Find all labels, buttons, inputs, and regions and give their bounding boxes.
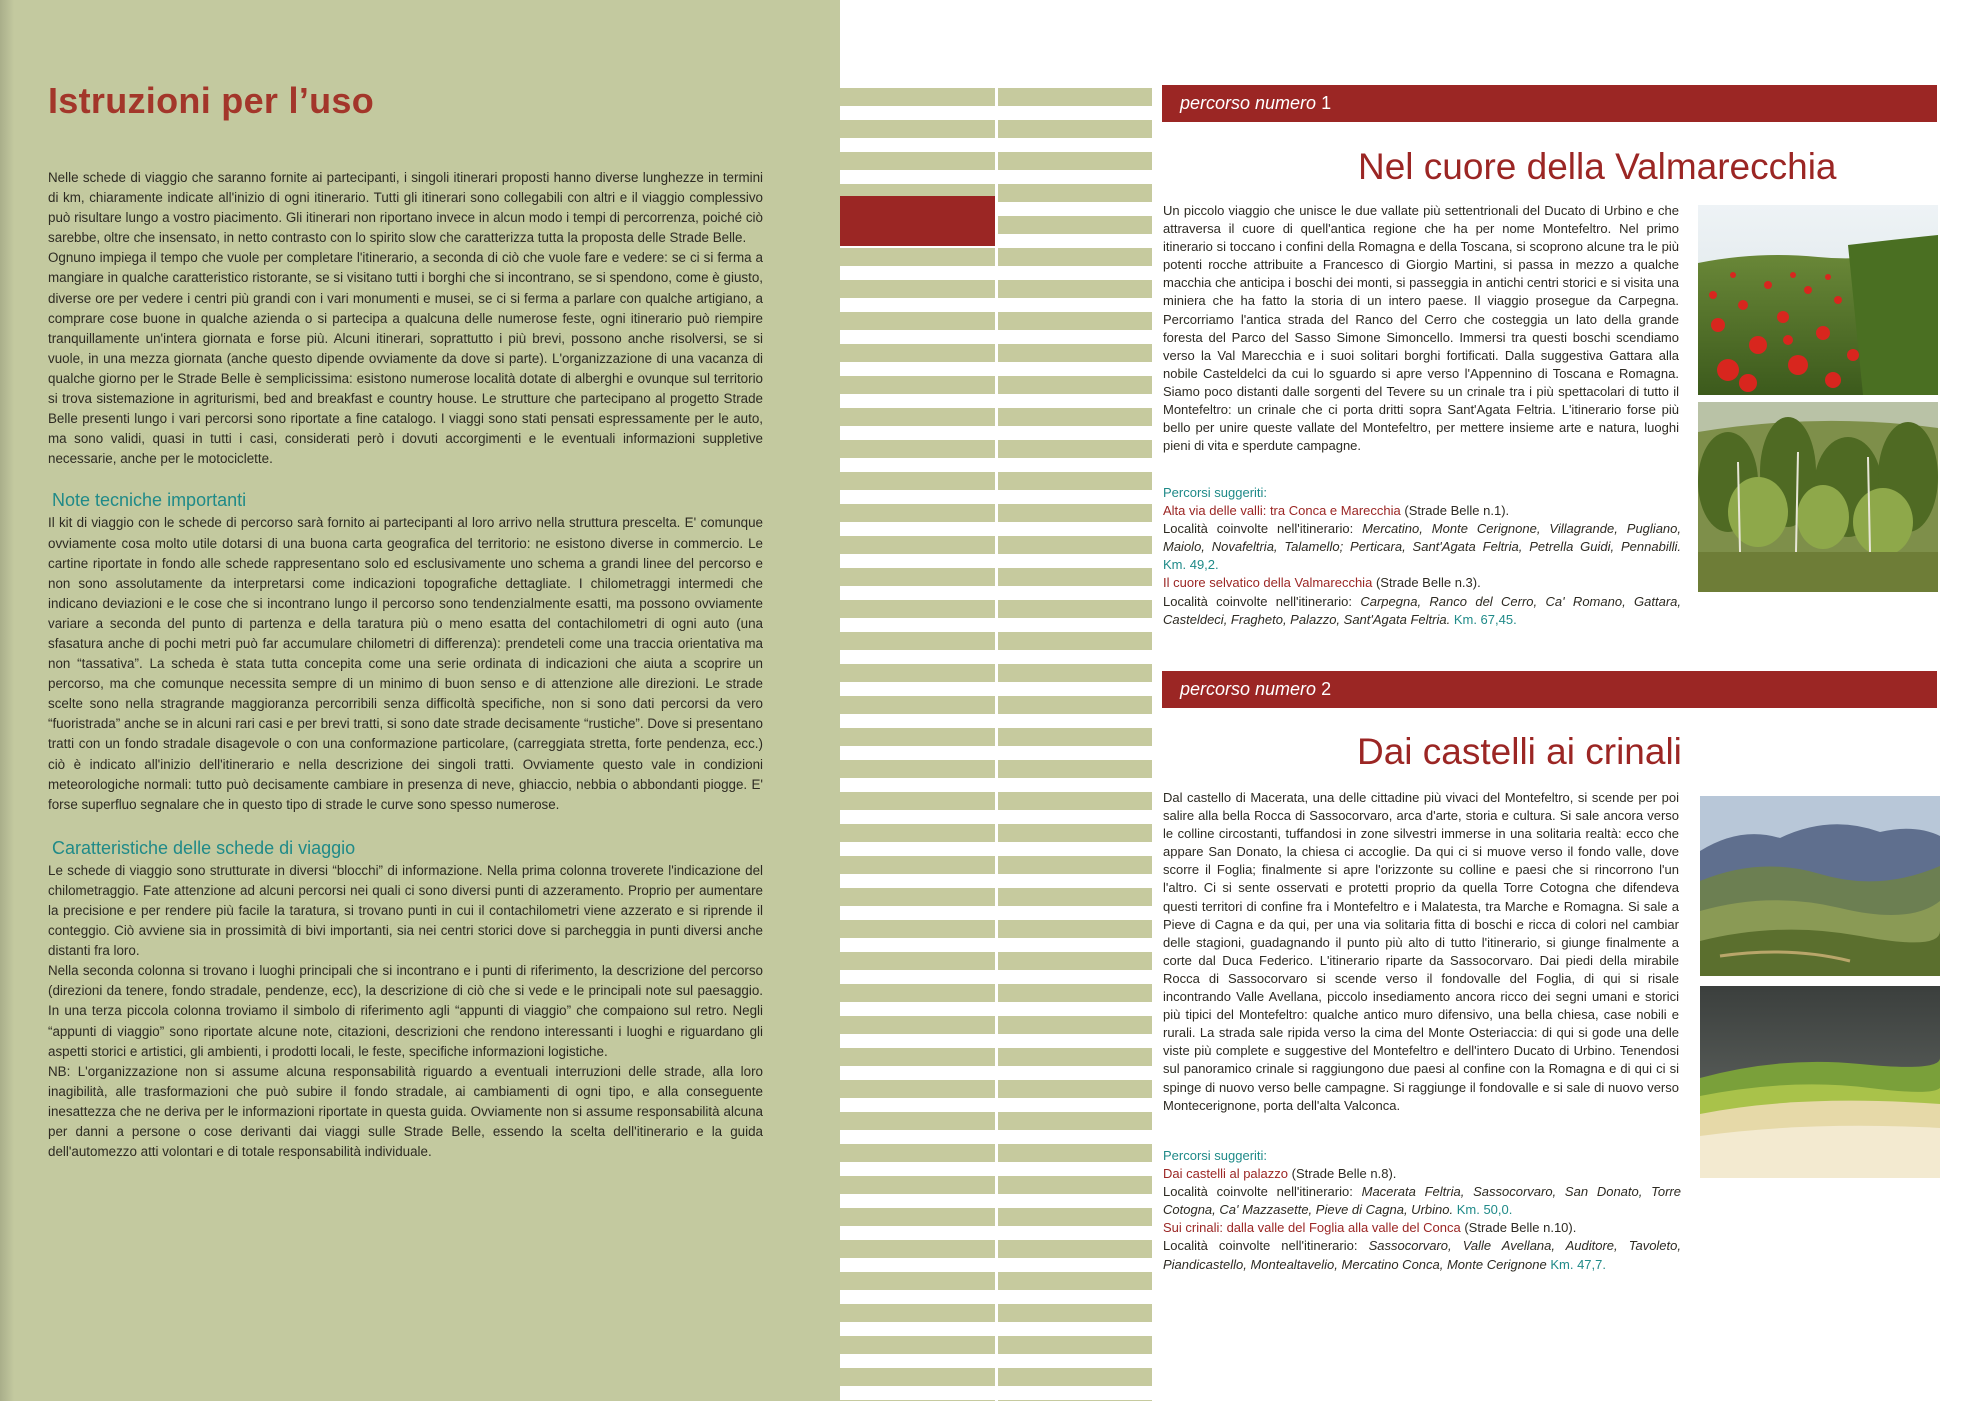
left-page bbox=[0, 0, 840, 1401]
intro-paragraph-2: Ognuno impiega il tempo che vuole per completare l'itinerario, a seconda di ciò che vuole fare e vedere: se ci si ferma a mangiare in qualche caratteristico ristorante, se si visitano tutti i borghi che si incontrano, se si spendono, come è giusto, diverse ore per vedere i centri più grandi con i vari monumenti e musei, se ci si ferma a parlare con qualche artigiano, a comprare cose buone in qualche azienda o si partecipa a qualcuna delle numerose feste, ogni itinerario può riempire tranquillamente un'intera giornata e forse più. Alcuni itinerari, soprattutto i più brevi, possono anche risolversi, se si vuole, in una mezza giornata (anche questo dipende ovviamente da dove si parte). L'organizzazione di una vacanza di qualche giorno per le Strade Belle è semplicissima: esistono numerose località dotate di alberghi e ovunque sul territorio si trova sistemazione in agriturismi, bed and breakfast e country house. Le strutture che partecipano al progetto Strade Belle presenti lungo i vari percorsi sono riportate a fine catalogo. I viaggi sono stati pensati espressamente per le auto, ma sono validi, quasi in tutti i casi, considerati però i dovuti accorgimenti e le eventuali informazioni suppletive necessarie, anche per le motociclette. bbox=[48, 250, 763, 467]
poppy-field-photo bbox=[1698, 205, 1938, 395]
tech-paragraph: Il kit di viaggio con le schede di percorso sarà fornito ai partecipanti al loro arrivo nella struttura prescelta. E' comunque ovviamente cosa molto utile dotarsi di una buona carta geografica del territorio: ne esistono diverse in commercio. Le cartine riportate in fondo alle schede rappresentano solo ed esclusivamente uno schema a grandi linee del percorso e non sono assolutamente da interpretarsi come indicazioni topografiche dettagliate. I chilometraggi intermedi che indicano deviazioni e le cose che si incontrano lungo il percorso sono tendenzialmente esatti, ma possono ovviamente variare a seconda del punto di partenza e della taratura più o meno esatta del contachilometri di ogni auto (una sfasatura anche di pochi metri può far accumulare chilometri di differenza): prendeteli come una traccia orientativa ma non “tassativa”. La scheda è stata tutta concepita come una serie ordinata di indicazioni che aiuta a scoprire un percorso, ma che comunque necessita sempre di un minimo di buon senso e di attenzione alle direzioni. Le strade scelte sono nella stragrande maggioranza percorribili senza difficoltà specifiche, non si sono dati percorsi da vero “fuoristrada” anche se in alcuni rari casi e per brevi tratti, si sono date strade decisamente “rustiche”. Dove si presentano tratti con un fondo stradale disagevole o con una conformazione particolare, (carreggiata stretta, forte pendenza, ecc.) ciò è indicato all'inizio dell'itinerario e nella descrizione dei singoli tratti. Ovviamente questo vale in condizioni meteorologiche normali: tutto può decisamente cambiare in presenza di neve, ghiaccio, nebbia o abbondanti piogge. E' forse superfluo segnalare che in questo tipo di strade le curve sono spesso numerose. bbox=[48, 515, 763, 812]
route2-paragraph: Dal castello di Macerata, una delle cittadine più vivaci del Montefeltro, si scende per poi salire alla bella Rocca di Sassocorvaro, arca d'arte, storia e cultura. Si sale ancora verso le colline circostanti, tuffandosi in zone silvestri immerse in una solitaria realtà: ecco che appare San Donato, la chiesa ci accoglie. Da qui ci si muove verso il fondo valle, dove scorre il Foglia; finalmente si apre l'orizzonte su colline e paesi che si rincorrono l'un l'altro. Ci si sente osservati e protetti proprio da quella Torre Cotogna che difendeva questi territori di confine fra i Montefeltro e i Malatesta, tra Marche e Romagna. Si sale a Pieve di Cagna e da qui, per una via solitaria fitta di boschi e ricca di colori nel cambiar delle stagioni, guadagnando il punto più alto di tutto l'itinerario, si giunge finalmente a corte dal Duca Federico. L'itinerario riparte da Sassocorvaro. Dai piedi della mirabile Rocca di Sassocorvaro si scende verso il fondovalle del Foglia, di qui si risale incontrando Valle Avellana, piccolo insediamento ancora ricco dei segni umani e storici più tipici del Montefeltro: qualche antico muro difensivo, una bella chiesa, case nobili e rurali. La strada sale ripida verso la cima del Monte Osteriaccia: di qui si gode una delle viste più complete e suggestive del Montefeltro e dell'intero Ducato di Urbino. Tenendosi sul panoramico crinale si raggiungono due paesi al confine con la Romagna e di qui ci si spinge di nuovo verso belle campagne. Si raggiunge il fondovalle e si sale di nuovo verso Montecerignone, porta dell'alta Valconca. bbox=[1163, 790, 1679, 1113]
route1-paragraph: Un piccolo viaggio che unisce le due vallate più settentrionali del Ducato di Urbino e che attraversa il cuore di quell'antica regione che ha per nome Montefeltro. Nel primo itinerario si toccano i confini della Romagna e della Toscana, si scoprono alcune tra le più potenti rocche attribuite a Francesco di Giorgio Martini, si passa in mezzo a qualche macchia che anticipa i boschi dei monti, si passeggia in antichi centri storici e si visita una miniera che ha fatto la storia di un intero paese. Il viaggio prosegue da Carpegna. Percorriamo l'antica strada del Ranco del Cerro che costeggia un lato della grande foresta del Parco del Sasso Simone Simoncello. Immersi tra questi boschi scendiamo verso la Val Marecchia e i suoi solitari borghi fortificati. Dalla suggestiva Gattara alla nobile Casteldelci da cui lo sguardo si apre verso l'Appennino di Toscana e Romagna. Siamo poco distanti dalle sorgenti del Tevere su un crinale tra i più spettacolari di tutto il Montefeltro: un crinale che ci porta dritti sopra Sant'Agata Feltria. L'itinerario forse più bello per unire queste vallate del Montefeltro, per mettere insieme arte e natura, luoghi pieni di vita e sperdute campagne. bbox=[1163, 203, 1679, 454]
intro-text bbox=[48, 168, 763, 469]
stripes bbox=[840, 88, 1152, 1401]
route2-sugg-heading: Percorsi suggeriti: bbox=[1163, 1148, 1268, 1163]
route1-description bbox=[1163, 202, 1679, 455]
route2-banner-label: percorso numero 2 bbox=[1180, 679, 1332, 699]
page-title: Istruzioni per l’uso bbox=[48, 80, 375, 121]
route2-sugg-2: Sui crinali: dalla valle del Foglia alla valle del Conca (Strade Belle n.10). bbox=[1163, 1220, 1577, 1236]
instructions-column bbox=[48, 80, 763, 1162]
route1-title: Nel cuore della Valmarecchia bbox=[1358, 146, 1837, 187]
route2-description bbox=[1163, 789, 1679, 1115]
decorative-stripe-panel bbox=[840, 0, 1152, 1401]
fold-line bbox=[995, 88, 998, 1401]
schede-paragraph-2: Nella seconda colonna si trovano i luoghi principali che si incontrano e i punti di riferimento, la descrizione del percorso (direzioni da tenere, fondo stradale, pendenze, ecc), la descrizione di ciò che si vede e le principali note sul paesaggio. In una terza piccola colonna troviamo il simbolo di riferimento agli “appunti di viaggio” che compaiono sul retro. Negli “appunti di viaggio” sono riportate alcune note, citazioni, descrizioni che rendono interessanti i luoghi e riguardano gli aspetti storici e artistici, gli ambienti, i prodotti locali, le feste, specifiche informazioni logistiche. bbox=[48, 963, 763, 1059]
route2-sugg-2-places: Località coinvolte nell'itinerario: Sassocorvaro, Valle Avellana, Auditore, Tavoleto, Piandicastello, Montealtavelio, Mercatino Conca, Monte Cerignone Km. 47,7. bbox=[1163, 1238, 1681, 1272]
route2-title: Dai castelli ai crinali bbox=[1357, 731, 1682, 772]
red-accent-block bbox=[840, 196, 995, 246]
intro-paragraph: Nelle schede di viaggio che saranno fornite ai partecipanti, i singoli itinerari proposti hanno diverse lunghezze in termini di km, chiaramente indicate all'inizio di ogni itinerario. Tutti gli itinerari sono collegabili con altri e il viaggio complessivo può risultare lungo a vostro piacimento. Gli itinerari non riportano invece in alcun modo i tempi di percorrenza, poiché ciò sarebbe, oltre che insensato, in netto contrasto con lo spirito slow che caratterizza tutta la proposta delle Strade Belle. bbox=[48, 170, 763, 246]
route1-sugg-heading: Percorsi suggeriti: bbox=[1163, 485, 1268, 500]
route2-banner bbox=[1162, 671, 1937, 708]
route2-sugg-1: Dai castelli al palazzo (Strade Belle n.8). bbox=[1163, 1166, 1397, 1182]
route1-sugg-1: Alta via delle valli: tra Conca e Marecchia (Strade Belle n.1). bbox=[1163, 503, 1510, 519]
route2-suggestions bbox=[1163, 1147, 1681, 1274]
page-shadow bbox=[0, 0, 14, 1401]
route1-banner-label: percorso numero 1 bbox=[1180, 93, 1332, 113]
route2-sugg-1-places: Località coinvolte nell'itinerario: Macerata Feltria, Sassocorvaro, San Donato, Torre Cotogna, Ca' Mazzasette, Pieve di Cagna, Urbino. Km. 50,0. bbox=[1163, 1184, 1681, 1218]
tech-text bbox=[48, 513, 763, 814]
mountain-hills-photo bbox=[1700, 796, 1940, 976]
heading-caratteristiche: Caratteristiche delle schede di viaggio bbox=[52, 837, 356, 858]
route1-sugg-1-places: Località coinvolte nell'itinerario: Mercatino, Monte Cerignone, Villagrande, Pugliano, Maiolo, Novafeltria, Talamello; Perticara, Sant'Agata Feltria, Petrella Guidi, Pennabilli. Km. 49,2. bbox=[1163, 521, 1681, 573]
route1-sugg-2: Il cuore selvatico della Valmarecchia (Strade Belle n.3). bbox=[1163, 575, 1481, 591]
schede-paragraph-3: NB: L'organizzazione non si assume alcuna responsabilità riguardo a eventuali interruzioni delle strade, alla loro inagibilità, alle trasformazioni che può subire il fondo stradale, ai cambiamenti di ogni tipo, e alla conseguente inesattezza che ne deriva per le informazioni riportate in questa guida. Ovviamente non si assume responsabilità alcuna per danni a persone o cose derivanti dai viaggi sulle Strade Belle, essendo la scelta dell'itinerario e la guida dell'automezzo atti volontari e di totale responsabilità individuale. bbox=[48, 1063, 763, 1160]
heading-note-tecniche: Note tecniche importanti bbox=[52, 490, 247, 511]
route1-suggestions bbox=[1163, 484, 1681, 629]
schede-paragraph: Le schede di viaggio sono strutturate in diversi “blocchi” di informazione. Nella prima colonna troverete l'indicazione del chilometraggio. Fate attenzione ad alcuni percorsi nei quali ci sono diversi punti di azzeramento. Proprio per aumentare la precisione e per rendere più facile la taratura, si trovano punti in cui il contachilometri viene azzerato e si riprende il conteggio. Ciò avviene sia in prossimità di bivi importanti, sia nei centri storici dove si parcheggia in punti diversi anche distanti fra loro. bbox=[48, 862, 763, 959]
stormy-field-photo bbox=[1700, 986, 1940, 1178]
schede-text bbox=[48, 861, 763, 1162]
green-forest-photo bbox=[1698, 402, 1938, 592]
route1-banner bbox=[1162, 85, 1937, 122]
route1-sugg-2-places: Località coinvolte nell'itinerario: Carpegna, Ranco del Cerro, Ca' Romano, Gattara, Casteldeci, Fragheto, Palazzo, Sant'Agata Feltria. Km. 67,45. bbox=[1163, 593, 1681, 627]
